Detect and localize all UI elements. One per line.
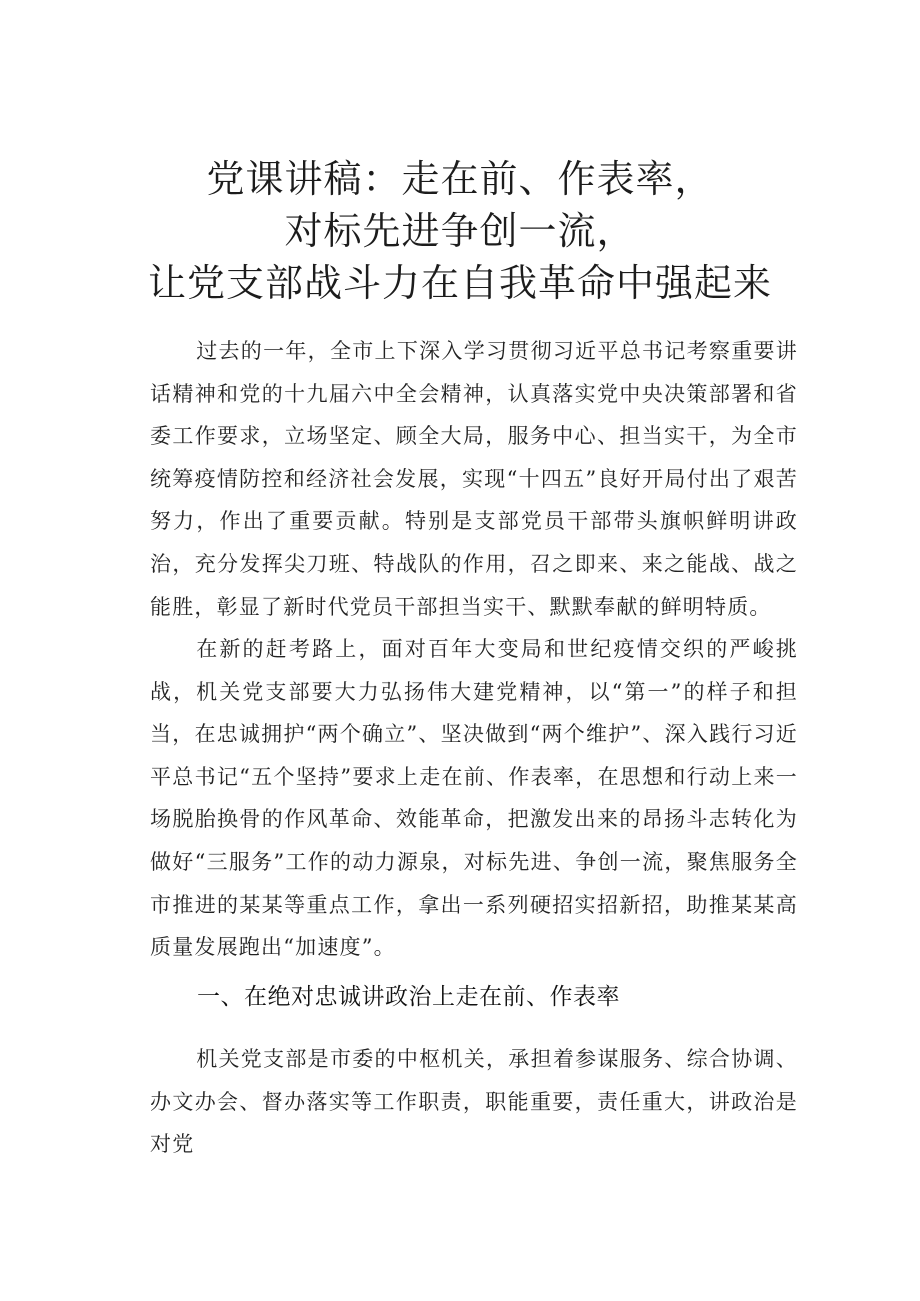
body-paragraph-2: 在新的赶考路上，面对百年大变局和世纪疫情交织的严峻挑战，机关党支部要大力弘扬伟大建党精神，以“第一”的样子和担当，在忠诚拥护“两个确立”、坚决做到“两个维护”、深入践行习近平总书记“五个坚持”要求上走在前、作表率，在思想和行动上来一场脱胎换骨的作风革命、效能革命，把激发出来的昂扬斗志转化为做好“三服务”工作的动力源泉，对标先进、争创一流，聚焦服务全市推进的某某等重点工作，拿出一系列硬招实招新招，助推某某高质量发展跑出“加速度”。 <box>150 637 798 960</box>
title-line-3: 让党支部战斗力在自我革命中强起来 <box>147 261 772 305</box>
section-heading-1: 一、在绝对忠诚讲政治上走在前、作表率 <box>197 984 620 1010</box>
title-line-1: 党课讲稿：走在前、作表率， <box>206 157 714 201</box>
body-paragraph-3: 机关党支部是市委的中枢机关，承担着参谋服务、综合协调、办文办会、督办落实等工作职责，职能重要，责任重大，讲政治是对党 <box>150 1047 798 1157</box>
document-title <box>0 153 920 309</box>
body-paragraph-1: 过去的一年，全市上下深入学习贯彻习近平总书记考察重要讲话精神和党的十九届六中全会精神，认真落实党中央决策部署和省委工作要求，立场坚定、顾全大局，服务中心、担当实干，为全市统筹疫情防控和经济社会发展，实现“十四五”良好开局付出了艰苦努力，作出了重要贡献。特别是支部党员干部带头旗帜鲜明讲政治，充分发挥尖刀班、特战队的作用，召之即来、来之能战、战之能胜，彰显了新时代党员干部担当实干、默默奉献的鲜明特质。 <box>150 339 798 619</box>
body-paragraph-1-block <box>150 330 798 628</box>
body-paragraph-3-block <box>150 1038 798 1166</box>
body-paragraph-2-block <box>150 628 798 969</box>
title-line-2: 对标先进争创一流， <box>284 209 636 253</box>
